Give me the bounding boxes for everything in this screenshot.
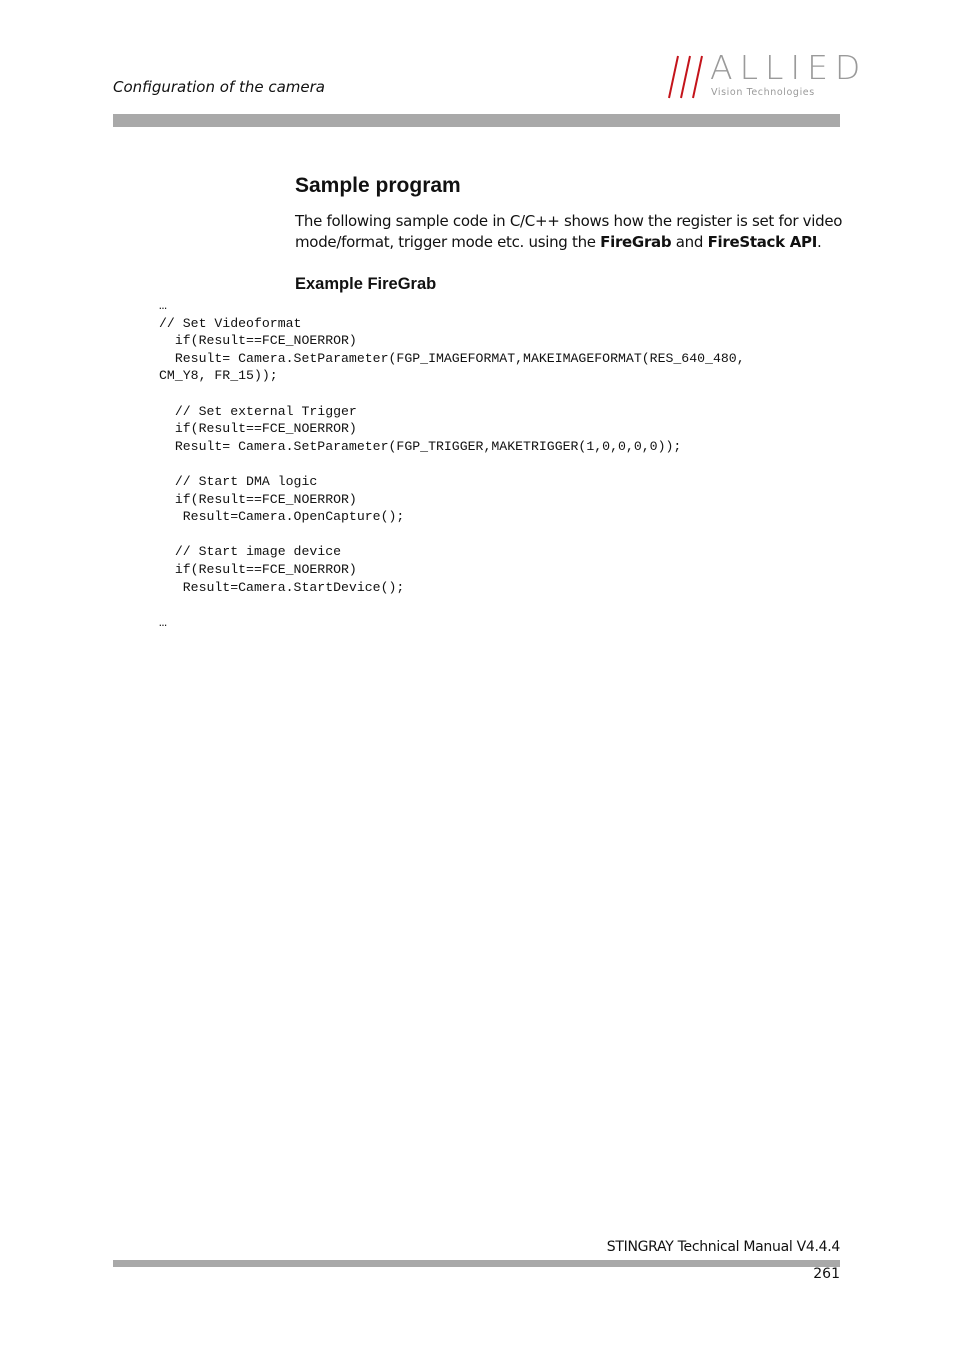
slashes-logo-icon xyxy=(666,54,710,102)
firegrab-term: FireGrab xyxy=(600,233,672,251)
running-header: Configuration of the camera xyxy=(113,78,325,96)
logo-wordmark: ALLIED xyxy=(710,48,868,87)
intro-text: The following sample code in C/C++ shows how the register is set for video mode/format, trigger mode etc. using the xyxy=(295,212,843,251)
page-number: 261 xyxy=(813,1266,840,1282)
footer-rule xyxy=(113,1260,840,1267)
intro-paragraph xyxy=(295,211,845,253)
intro-text: . xyxy=(817,233,822,251)
subsection-title: Example FireGrab xyxy=(295,275,437,293)
logo-subtitle: Vision Technologies xyxy=(711,87,815,98)
section-title: Sample program xyxy=(295,174,461,197)
header-rule xyxy=(113,114,840,127)
firestack-term: FireStack API xyxy=(707,233,818,251)
code-listing: … // Set Videoformat if(Result==FCE_NOERROR) Result= Camera.SetParameter(FGP_IMAGEFORMAT,MAKEIMAGEFORMAT(RES_640_480, CM_Y8, FR_15)); // Set external Trigger if(Result==FCE_NOERROR) Result= Camera.SetParameter(FGP_TRIGGER,MAKETRIGGER(1,0,0,0,0)); // Start DMA logic if(Result==FCE_NOERROR) Result=Camera.OpenCapture(); // Start image device if(Result==FCE_NOERROR) Result=Camera.StartDevice(); … xyxy=(159,298,745,630)
allied-logo xyxy=(666,48,868,104)
intro-text: and xyxy=(671,233,708,251)
manual-title: STINGRAY Technical Manual V4.4.4 xyxy=(606,1239,840,1255)
